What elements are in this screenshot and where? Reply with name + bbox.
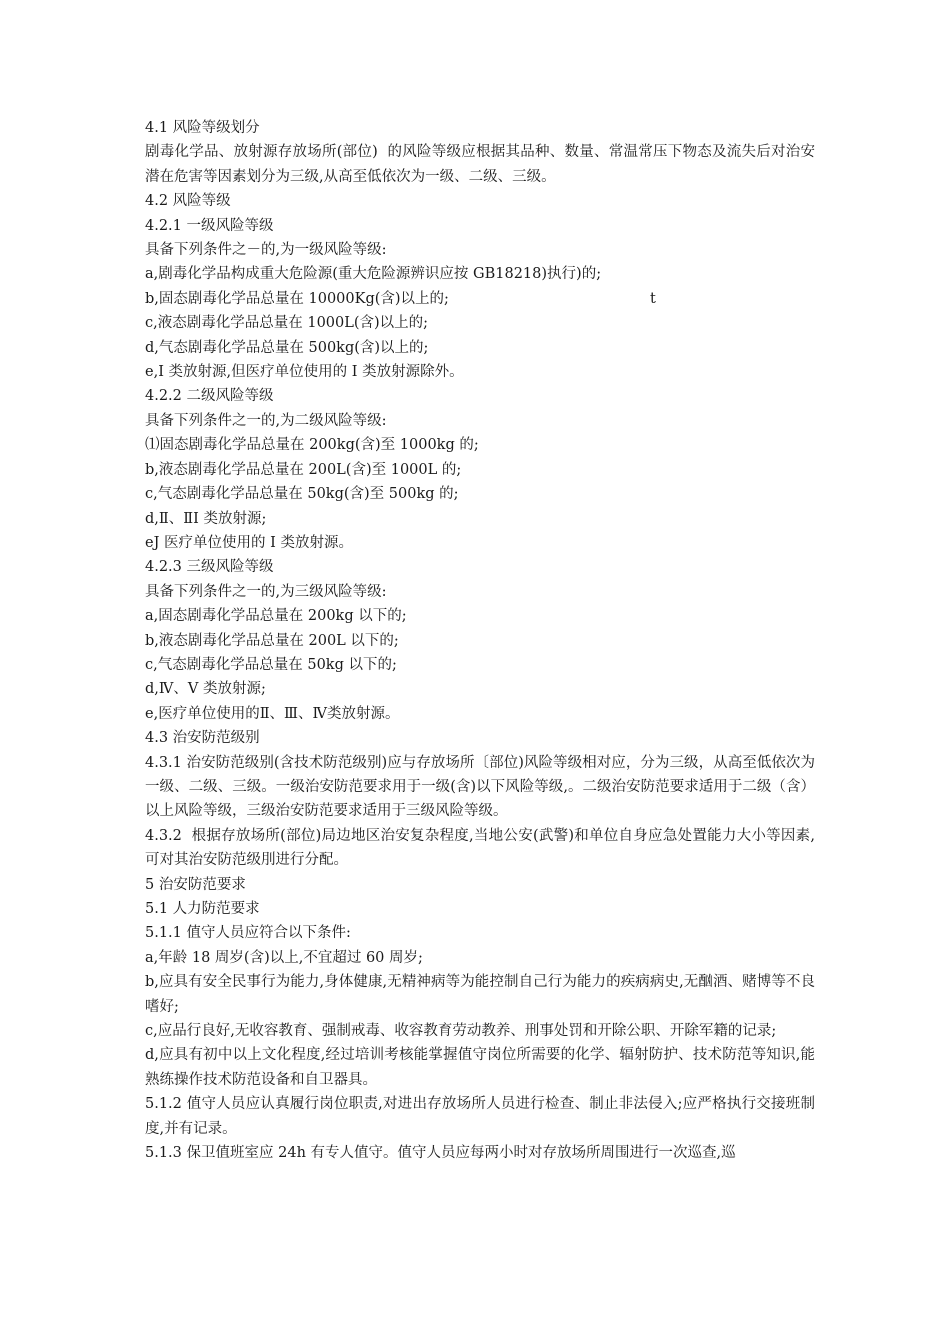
paragraph-5-1-1: 5.1.1 值守人员应符合以下条件:: [145, 925, 351, 942]
paragraph-4-3-1: 4.3.1 治安防范级别(含技术防范级别)应与存放场所〔部位)风险等级相对应，分为三级，从高至低依次为一级、二级、三级。一级治安防范要求用于一级(含)以下风险等级,。二级治安防范要求适用于二级（含）以上风险等级，三级治安防范要求适用于三级风险等级。: [145, 754, 815, 820]
list-item: d,应具有初中以上文化程度,经过培训考核能掌握值守岗位所需要的化学、辐射防护、技术防范等知识,能熟练操作技术防范设备和自卫器具。: [145, 1047, 815, 1088]
list-item: d,Ⅱ、ⅡI 类放射源;: [145, 510, 267, 527]
section-heading-4-2-1: 4.2.1 一级风险等级: [145, 217, 274, 234]
paragraph-5-1-3: 5.1.3 保卫值班室应 24h 有专人值守。值守人员应每两小时对存放场所周围进行一次巡查,巡: [145, 1145, 736, 1162]
list-item: b,固态剧毒化学品总量在 10000Kg(含)以上的;: [145, 290, 449, 307]
section-heading-4-2-3: 4.2.3 三级风险等级: [145, 559, 274, 576]
list-item: b,应具有安全民事行为能力,身体健康,无精神病等为能控制自己行为能力的疾病病史,无酗酒、赌博等不良嗜好;: [145, 974, 815, 1015]
list-item: c,气态剧毒化学品总量在 50kg 以下的;: [145, 656, 397, 673]
list-item: c,气态剧毒化学品总量在 50kg(含)至 500kg 的;: [145, 486, 459, 503]
list-item: a,年龄 18 周岁(含)以上,不宜超过 60 周岁;: [145, 949, 423, 966]
list-item: a,固态剧毒化学品总量在 200kg 以下的;: [145, 608, 407, 625]
list-item: b,液态剧毒化学品总量在 200L 以下的;: [145, 632, 399, 649]
list-item: eJ 医疗单位使用的 I 类放射源。: [145, 534, 353, 551]
list-item: b,液态剧毒化学品总量在 200L(含)至 1000L 的;: [145, 461, 462, 478]
section-heading-5: 5 治安防范要求: [145, 876, 246, 893]
section-heading-4-3: 4.3 治安防范级别: [145, 730, 260, 747]
list-item: d,气态剧毒化学品总量在 500kg(含)以上的;: [145, 339, 429, 356]
list-item: ⑴固态剧毒化学品总量在 200kg(含)至 1000kg 的;: [145, 437, 479, 454]
list-item: a,剧毒化学品构成重大危险源(重大危险源辨识应按 GB18218)执行)的;: [145, 266, 602, 283]
list-item-row: [145, 287, 815, 311]
list-item: e,医疗单位使用的Ⅱ、Ⅲ、Ⅳ类放射源。: [145, 705, 400, 722]
section-heading-4-1: 4.1 风险等级划分: [145, 120, 260, 136]
section-heading-4-2: 4.2 风险等级: [145, 193, 231, 210]
stray-mark: t: [650, 290, 656, 307]
list-intro: 具备下列条件之－的,为一级风险等级:: [145, 242, 387, 259]
section-heading-5-1: 5.1 人力防范要求: [145, 901, 260, 917]
list-intro: 具备下列条件之一的,为二级风险等级:: [145, 412, 387, 429]
list-intro: 具备下列条件之一的,为三级风险等级:: [145, 583, 387, 600]
list-item: c,应品行良好,无收容教育、强制戒毒、收容教育劳动教养、刑事处罚和开除公职、开除军籍的记录;: [145, 1023, 777, 1040]
list-item: d,Ⅳ、V 类放射源;: [145, 681, 266, 698]
list-item: e,I 类放射源,但医疗单位使用的 I 类放射源除外。: [145, 364, 464, 381]
section-heading-4-2-2: 4.2.2 二级风险等级: [145, 388, 274, 405]
paragraph-4-3-2: 4.3.2 根据存放场所(部位)局边地区治安复杂程度,当地公安(武警)和单位自身应急处置能力大小等因素,可对其治安防范级刖进行分配。: [145, 827, 815, 869]
paragraph-risk-classification: 剧毒化学品、放射源存放场所(部位) 的风险等级应根据其品种、数量、常温常压下物态及流失后对治安潜在危害等因素划分为三级,从高至低依次为一级、二级、三级。: [145, 144, 815, 185]
document-page: [145, 116, 815, 1165]
paragraph-5-1-2: 5.1.2 值守人员应认真履行岗位职责,对进出存放场所人员进行检查、制止非法侵入;应严格执行交接班制度,并有记录。: [145, 1096, 815, 1137]
list-item: c,液态剧毒化学品总量在 1000L(含)以上的;: [145, 315, 429, 332]
